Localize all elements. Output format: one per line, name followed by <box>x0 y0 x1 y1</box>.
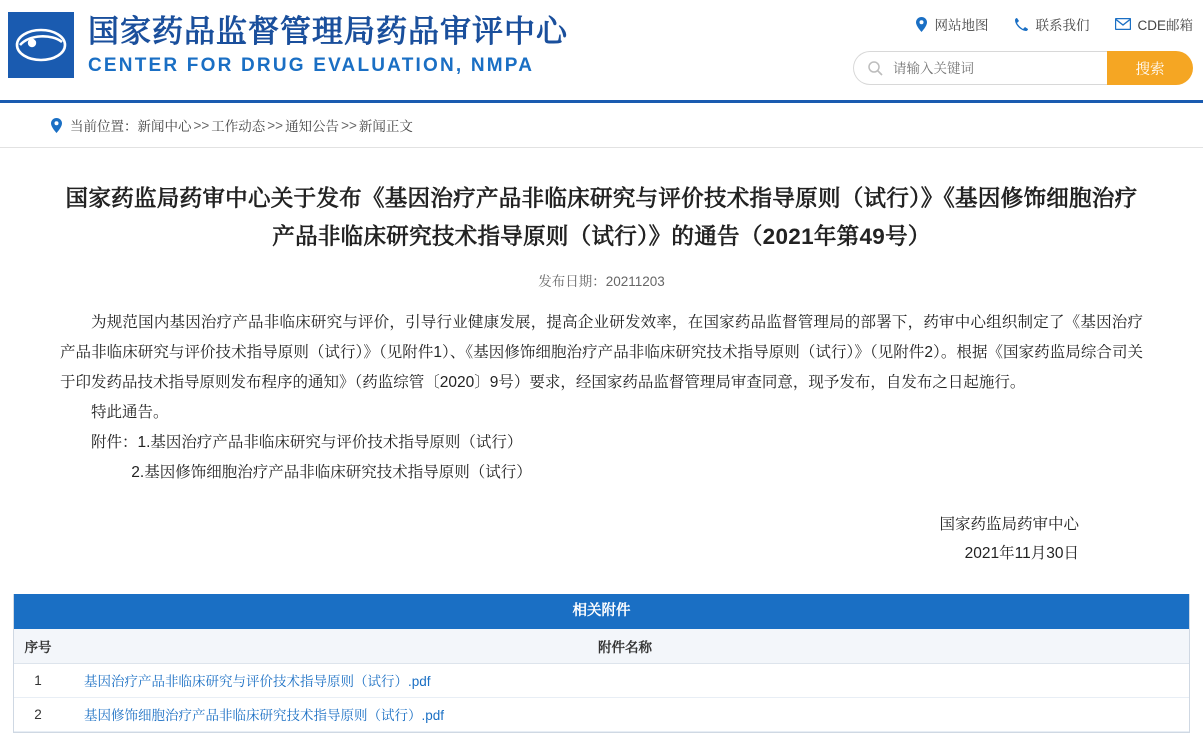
article-body <box>60 308 1143 488</box>
signature-organization: 国家药监局药审中心 <box>939 516 1079 533</box>
top-link-sitemap[interactable] <box>915 14 988 34</box>
publish-date <box>60 270 1143 290</box>
search-input[interactable] <box>891 60 1099 77</box>
article-container <box>0 180 1203 568</box>
article-paragraph-1: 为规范国内基因治疗产品非临床研究与评价，引导行业健康发展，提高企业研发效率，在国家药品监督管理局的部署下，药审中心组织制定了《基因治疗产品非临床研究与评价技术指导原则（试行）》（见附件1）、《基因修饰细胞治疗产品非临床研究技术指导原则（试行）》（见附件2）。根据《国家药监局综合司关于印发药品技术指导原则发布程序的通知》（药监综管〔2020〕9号）要求，经国家药品监督管理局审查同意，现予发布，自发布之日起施行。 <box>60 314 1143 391</box>
column-header-name: 附件名称 <box>62 629 1189 663</box>
article-signature <box>60 510 1143 568</box>
breadcrumb-item-current: 新闻正文 <box>358 119 413 134</box>
header-utilities <box>853 0 1203 85</box>
table-row <box>14 663 1189 697</box>
top-link-label: 联系我们 <box>1035 18 1090 33</box>
breadcrumb-prefix: 当前位置： <box>70 119 138 134</box>
breadcrumb-item-work-updates[interactable]: 工作动态 <box>211 119 266 134</box>
attachment-name-cell <box>62 697 1189 731</box>
attachment-name-cell <box>62 663 1189 697</box>
search-bar <box>853 51 1193 85</box>
phone-icon <box>1014 17 1029 32</box>
top-links <box>853 14 1193 34</box>
location-pin-icon <box>50 118 63 133</box>
publish-date-value: 20211203 <box>605 274 665 289</box>
site-header <box>0 0 1203 103</box>
cde-logo-icon <box>8 12 74 78</box>
breadcrumb-item-announcements[interactable]: 通知公告 <box>285 119 340 134</box>
search-button[interactable]: 搜索 <box>1107 51 1193 85</box>
attachment-index: 1 <box>14 663 62 697</box>
breadcrumb-separator: >> <box>193 117 210 133</box>
map-pin-icon <box>915 17 928 32</box>
logo-title-cn: 国家药品监督管理局药品审评中心 <box>88 14 568 49</box>
top-link-mailbox[interactable] <box>1115 14 1193 34</box>
breadcrumb-separator: >> <box>341 117 357 133</box>
breadcrumb <box>0 103 1203 148</box>
attachment-link[interactable]: 基因治疗产品非临床研究与评价技术指导原则（试行）.pdf <box>84 674 431 689</box>
mail-icon <box>1115 18 1131 30</box>
search-field-wrapper[interactable] <box>853 51 1107 85</box>
breadcrumb-item-news-center[interactable]: 新闻中心 <box>137 119 192 134</box>
attachment-link[interactable]: 基因修饰细胞治疗产品非临床研究技术指导原则（试行）.pdf <box>84 708 445 723</box>
logo-title-en: CENTER FOR DRUG EVALUATION, NMPA <box>88 55 535 76</box>
column-header-no: 序号 <box>14 629 62 663</box>
breadcrumb-separator: >> <box>267 117 284 133</box>
article-paragraph-2: 特此通告。 <box>91 404 169 421</box>
attachments-section <box>13 594 1190 733</box>
table-header-row <box>14 629 1189 663</box>
signature-date: 2021年11月30日 <box>964 545 1079 562</box>
publish-date-label: 发布日期： <box>538 274 606 289</box>
page-title: 国家药监局药审中心关于发布《基因治疗产品非临床研究与评价技术指导原则（试行）》《基因修饰细胞治疗产品非临床研究技术指导原则（试行）》的通告（2021年第49号） <box>65 186 1138 249</box>
attachment-index: 2 <box>14 697 62 731</box>
attachments-title: 相关附件 <box>14 594 1189 629</box>
site-logo[interactable] <box>0 0 568 80</box>
attachments-table <box>14 629 1189 732</box>
top-link-contact[interactable] <box>1014 14 1089 34</box>
search-icon <box>868 61 883 76</box>
top-link-label: CDE邮箱 <box>1137 18 1193 33</box>
article-attachment-line-1: 附件：1.基因治疗产品非临床研究与评价技术指导原则（试行） <box>91 434 523 451</box>
article-attachment-line-2: 2.基因修饰细胞治疗产品非临床研究技术指导原则（试行） <box>131 464 532 481</box>
top-link-label: 网站地图 <box>934 18 989 33</box>
table-row <box>14 697 1189 731</box>
